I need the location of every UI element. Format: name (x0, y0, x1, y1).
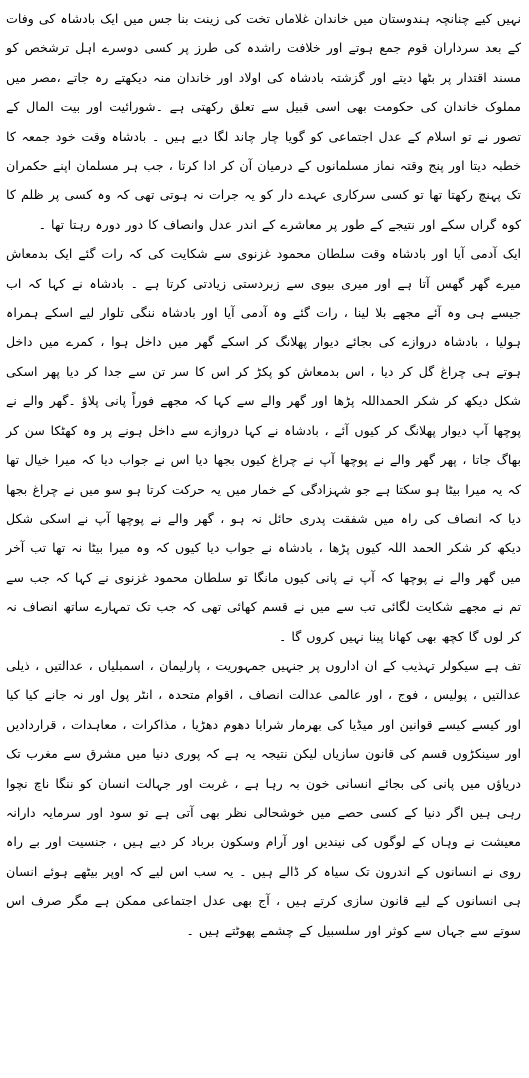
paragraph-1: نہیں کیے چنانچہ ہندوستان میں خاندان غلاماں تخت کی زینت بنا جس میں ایک بادشاہ کی وفات کے بعد سرداران قوم جمع ہوتے اور خلافت راشدہ کی طرز پر کسی دوسرے اہل ترشخص کو مسند اقتدار پر بٹھا دیتے اور گزشتہ بادشاہ کی اولاد اور خاندان منہ دیکھتے رہ جاتے ،مصر میں مملوک خاندان کی حکومت بھی اسی قبیل سے تعلق رکھتی ہے ۔شورائیت اور بیت المال کے تصور نے تو اسلام کے عدل اجتماعی کو گویا چار چاند لگا دیے ہیں ۔ بادشاہ وقت خود جمعہ کا خطبہ دیتا اور پنج وقتہ نماز مسلمانوں کے درمیان آن کر ادا کرتا ، جب ہر مسلمان اپنے حکمران تک پہنچ رکھتا تھا تو کسی سرکاری عہدے دار کو یہ جرات نہ ہوتی تھی کہ وہ کسی پر ظلم کا کوہ گراں سکے اور نتیجے کے طور پر معاشرے کے اندر عدل وانصاف کا دور دورہ رہتا تھا ۔ (6, 11, 521, 232)
paragraph-2: ایک آدمی آیا اور بادشاہ وقت سلطان محمود غزنوی سے شکایت کی کہ رات گئے ایک بدمعاش میرے گھر گھس آتا ہے اور میری بیوی سے زبردستی زیادتی کرتا ہے ۔ بادشاہ نے کہا کہ اب جیسے ہی وہ آئے مجھے بلا لینا ، رات گئے وہ آدمی آیا اور بادشاہ ننگی تلوار لیے اسکے ہمراہ ہولیا ، بادشاہ دروازے کی بجائے دیوار پھلانگ کر اسکے گھر میں داخل ہوا ، کمرے میں داخل ہوتے ہی چراغ گل کر دیا ، اس بدمعاش کو پکڑ کر اس کا سر تن سے جدا کر دیا پھر اسکی شکل دیکھ کر شکر الحمداللہ پڑھا اور گھر والے سے کہا کہ مجھے فوراً پانی پلاؤ ۔گھر والے نے پوچھا آپ دیوار پھلانگ کر کیوں آئے ، بادشاہ نے کہا دروازے سے داخل ہونے پر وہ کھٹکا سن کر بھاگ جاتا ، پھر گھر والے نے پوچھا آپ نے چراغ کیوں بجھا دیا اس نے جواب دیا کہ میرا خیال تھا کہ یہ میرا بیٹا ہو سکتا ہے جو شہزادگی کے خمار میں یہ حرکت کرتا ہو سو میں نے چراغ بجھا دیا کہ انصاف کی راہ میں شفقت پدری حائل نہ ہو ، گھر والے نے پوچھا آپ نے اسکی شکل دیکھ کر شکر الحمد اللہ کیوں پڑھا ، بادشاہ نے جواب دیا کیوں کہ وہ میرا بیٹا نہ تھا تب آخر میں گھر والے نے پوچھا کہ آپ نے پانی کیوں مانگا تو سلطان محمود غزنوی نے کہا کہ جب سے تم نے مجھے شکایت لگائی تب سے میں نے قسم کھائی تھی کہ جب تک تمہارے ساتھ انصاف نہ کر لوں گا کچھ بھی کھانا پینا نہیں کروں گا ۔ (6, 246, 521, 644)
paragraph-3: تف ہے سیکولر تہذیب کے ان اداروں پر جنہیں جمہوریت ، پارلیمان ، اسمبلیاں ، عدالتیں ، ذیلی عدالتیں ، پولیس ، فوج ، اور عالمی عدالت انصاف ، اقوام متحدہ ، انٹر پول اور نہ جانے کیا کیا اور کیسے کیسے قوانین اور میڈیا کی بھرمار شرابا دھوم دھڑیا ، مذاکرات ، معاہدات ، قراردادیں اور سینکڑوں قسم کی قانون سازیاں لیکن نتیجہ یہ ہے کہ پوری دنیا میں مشرق سے مغرب تک دریاؤں میں پانی کی بجائے انسانی خون بہ رہا ہے ، غربت اور جہالت انسان کو ننگا ناچ نچوا رہی ہیں اگر دنیا کے کسی حصے میں خوشحالی نظر بھی آتی ہے تو سود اور سرمایہ دارانہ معیشت نے وہاں کے لوگوں کی نیندیں اور آرام وسکون برباد کر دیے ہیں ، جنسیت اور بے راہ روی نے انسانوں کے اندرون تک سیاہ کر ڈالے ہیں ۔ یہ سب اس لیے کہ اوپر بیٹھے ہوئے انسان ہی انسانوں کے لیے قانون سازی کرتے ہیں ، آج بھی عدل اجتماعی ممکن ہے مگر صرف اس سوتے سے جہاں سے کوثر اور سلسبیل کے چشمے پھوٹتے ہیں ۔ (6, 657, 521, 938)
